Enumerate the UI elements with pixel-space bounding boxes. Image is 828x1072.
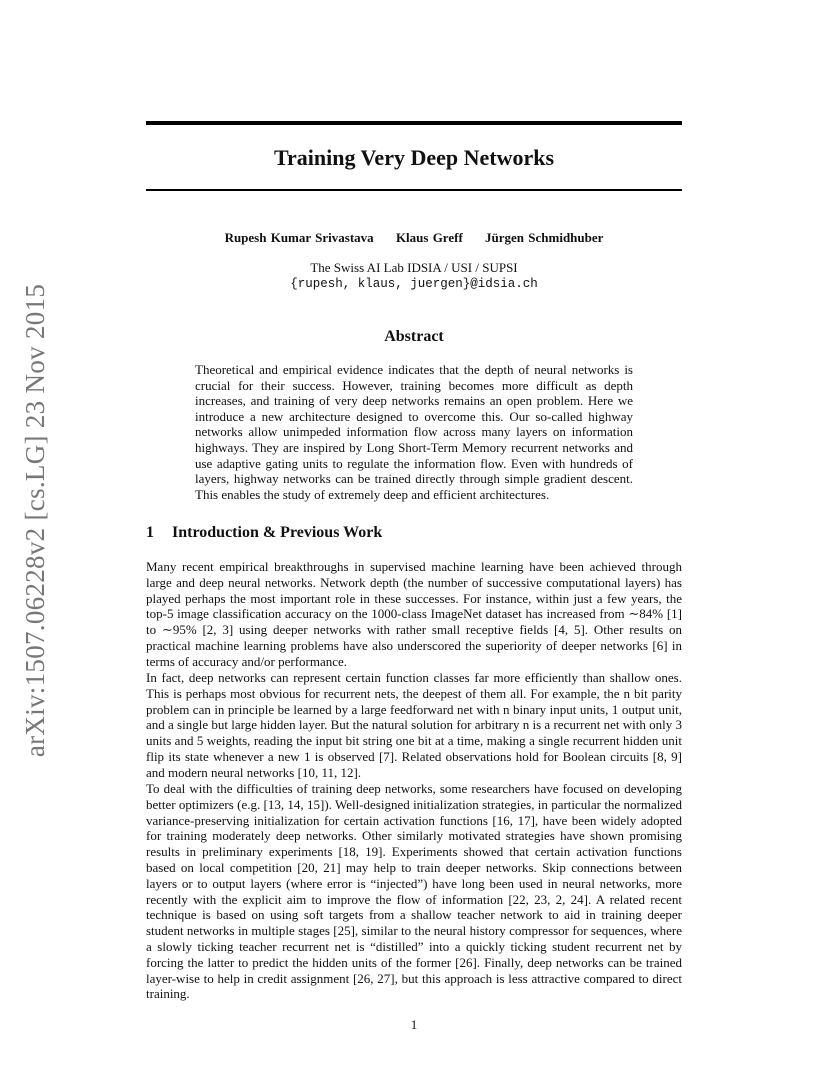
title-top-rule <box>146 121 682 125</box>
section-heading <box>146 524 682 542</box>
affiliation-block <box>146 260 682 292</box>
body-paragraph: Many recent empirical breakthroughs in supervised machine learning have been achieved through large and deep neural networks. Network depth (the number of successive computational layers) has played perhaps the most important role in these successes. For instance, within just a few years, the top-5 image classification accuracy on the 1000-class ImageNet dataset has increased from ∼84% [1] to ∼95% [2, 3] using deeper networks with rather small receptive fields [4, 5]. Other results on practical machine learning problems have also underscored the superiority of deeper networks [6] in terms of accuracy and/or performance. <box>146 559 682 669</box>
abstract-heading: Abstract <box>384 328 444 345</box>
author-name: Rupesh Kumar Srivastava <box>224 230 374 245</box>
affiliation: The Swiss AI Lab IDSIA / USI / SUPSI <box>310 260 518 275</box>
title-bottom-rule <box>146 189 682 191</box>
arxiv-identifier: arXiv:1507.06228v2 [cs.LG] 23 Nov 2015 <box>20 283 51 757</box>
email-address: {rupesh, klaus, juergen}@idsia.ch <box>290 277 538 291</box>
page-number: 1 <box>410 1017 418 1032</box>
body-paragraph: In fact, deep networks can represent certain function classes far more efficiently than shallow ones. This is perhaps most obvious for recurrent nets, the deepest of them all. For example, the n bit parity problem can in principle be learned by a large feedforward net with n binary input units, 1 output unit, and a single but large hidden layer. But the natural solution for arbitrary n is a recurrent net with only 3 units and 5 weights, reading the input bit string one bit at a time, making a single recurrent hidden unit flip its state whenever a new 1 is observed [7]. Related observations hold for Boolean circuits [8, 9] and modern neural networks [10, 11, 12]. <box>146 670 682 780</box>
author-list <box>146 230 682 246</box>
paper-title: Training Very Deep Networks <box>273 145 555 170</box>
author-name: Klaus Greff <box>395 230 463 245</box>
section-title: Introduction & Previous Work <box>172 524 383 541</box>
abstract-text: Theoretical and empirical evidence indicates that the depth of neural networks is crucial for their success. However, training becomes more difficult as depth increases, and training of very deep networks remains an open problem. Here we introduce a new architecture designed to overcome this. Our so-called highway networks allow unimpeded information flow across many layers on information highways. They are inspired by Long Short-Term Memory recurrent networks and use adaptive gating units to regulate the information flow. Even with hundreds of layers, highway networks can be trained directly through simple gradient descent. This enables the study of extremely deep and efficient architectures. <box>195 362 633 502</box>
section-number: 1 <box>146 524 154 541</box>
body-paragraph: To deal with the difficulties of training deep networks, some researchers have focused on developing better optimizers (e.g. [13, 14, 15]). Well-designed initialization strategies, in particular the normalized variance-preserving initialization for certain activation functions [16, 17], have been widely adopted for training moderately deep networks. Other similarly motivated strategies have shown promising results in preliminary experiments [18, 19]. Experiments showed that certain activation functions based on local competition [20, 21] may help to train deeper networks. Skip connections between layers or to output layers (where error is “injected”) have long been used in neural networks, more recently with the explicit aim to improve the flow of information [22, 23, 2, 24]. A related recent technique is based on using soft targets from a shallow teacher network to aid in training deeper student networks in multiple stages [25], similar to the neural history compressor for sequences, where a slowly ticking teacher recurrent net is “distilled” into a quickly ticking student recurrent net by forcing the latter to predict the hidden units of the former [26]. Finally, deep networks can be trained layer-wise to help in credit assignment [26, 27], but this approach is less attractive compared to direct training. <box>146 781 682 1002</box>
arxiv-side-stamp <box>16 280 56 760</box>
author-name: Jürgen Schmidhuber <box>485 230 604 245</box>
